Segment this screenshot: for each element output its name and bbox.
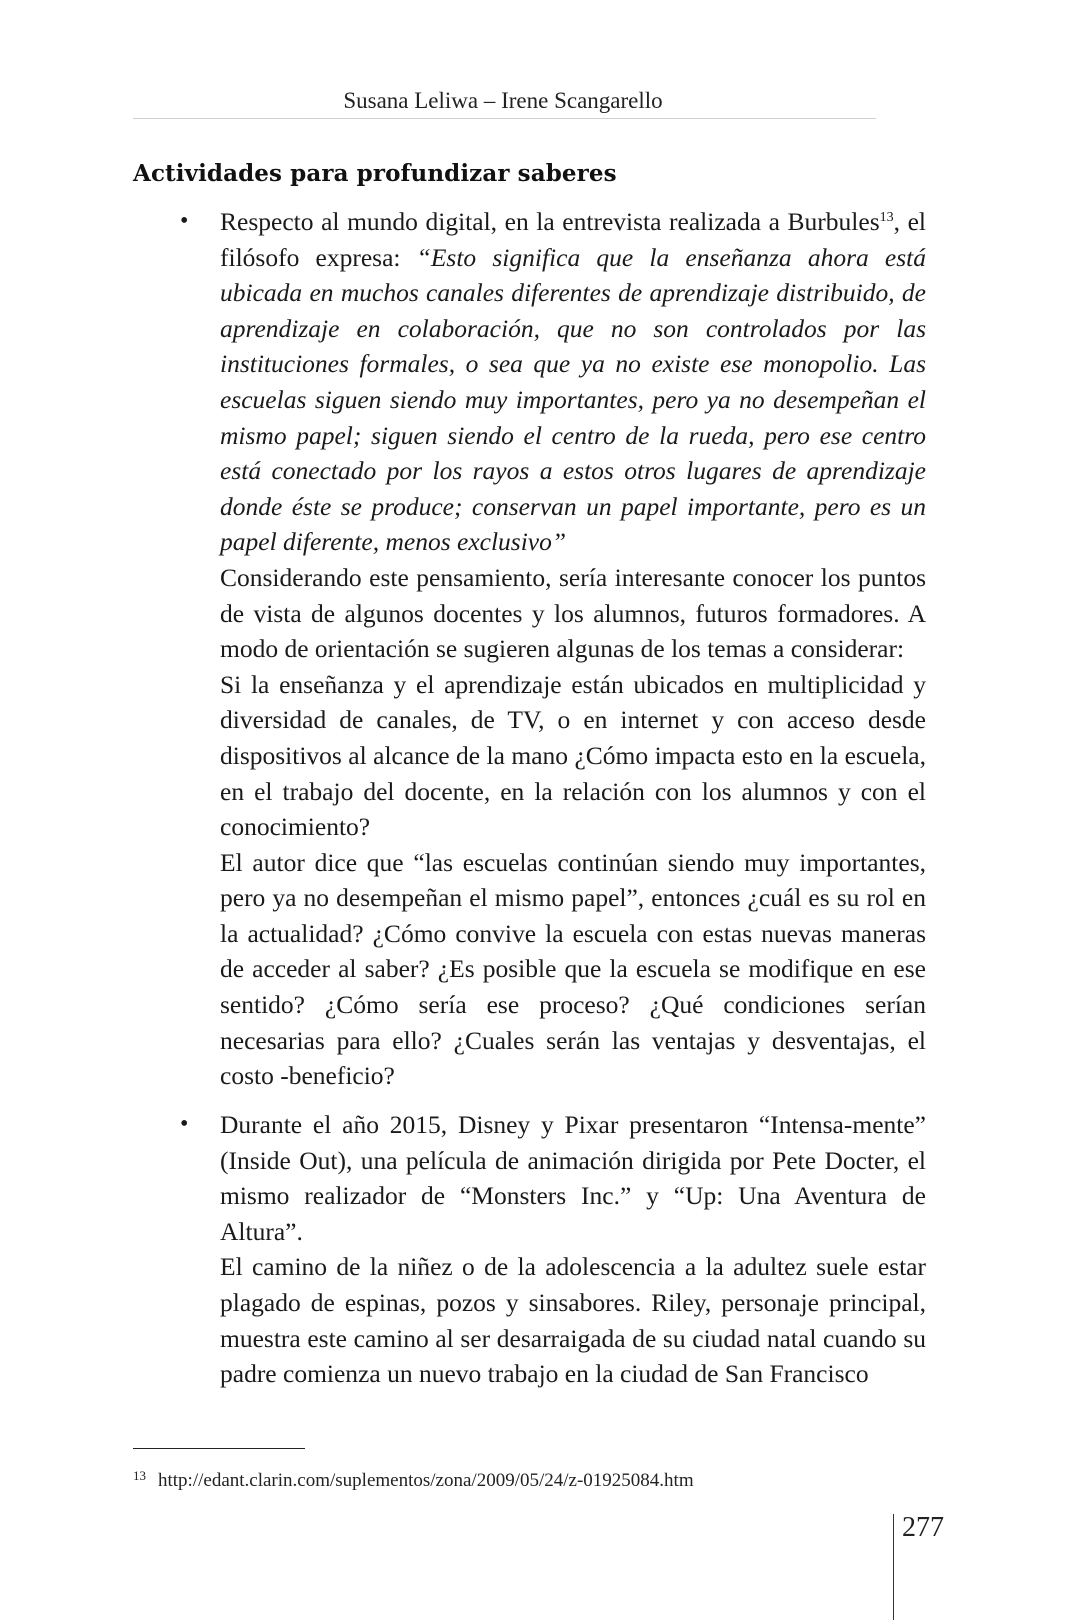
paragraph: El autor dice que “las escuelas continúan siendo muy importantes, pero ya no desempeñan el mismo papel”, entonces ¿cuál es su rol en la actualidad? ¿Cómo convive la escuela con estas nuevas maneras de acceder al saber? ¿Es posible que la escuela se modifique en ese sentido? ¿Cómo sería ese proceso? ¿Qué condiciones serían necesarias para ello? ¿Cuales serán las ventajas y desventajas, el costo -beneficio?: [220, 847, 926, 1091]
page-number-rule: [893, 1514, 894, 1620]
burbules-quote: “Esto significa que la enseñanza ahora está ubicada en muchos canales diferentes de aprendizaje distribuido, de aprendizaje en colaboración, que no son controlados por las instituciones formales, o sea que ya no existe ese monopolio. Las escuelas siguen siendo muy importantes, pero ya no desempeñan el mismo papel; siguen siendo el centro de la rueda, pero ese centro está conectado por los rayos a estos otros lugares de aprendizaje donde éste se produce; conservan un papel importante, pero es un papel diferente, menos exclusivo”: [220, 242, 927, 557]
bullet-body: [220, 204, 926, 1094]
footnote-rule: [133, 1448, 305, 1449]
intro-paragraph: [220, 204, 926, 560]
paragraph: El camino de la niñez o de la adolescencia a la adultez suele estar plagado de espinas, pozos y sinsabores. Riley, personaje principal, muestra este camino al ser desarraigada de su ciudad natal cuando su padre comienza un nuevo trabajo en la ciudad de San Francisco: [220, 1252, 926, 1389]
intro-text: Respecto al mundo digital, en la entrevista realizada a Burbules: [220, 207, 880, 236]
bullet-body: [220, 1107, 926, 1392]
running-head: Susana Leliwa – Irene Scangarello: [343, 88, 663, 113]
footnote-url[interactable]: http://edant.clarin.com/suplementos/zona/2009/05/24/z-01925084.htm: [158, 1470, 694, 1491]
intro-tail: , el filósofo expresa:: [220, 207, 927, 272]
footnote: [133, 1468, 893, 1492]
paragraph: Si la enseñanza y el aprendizaje están ubicados en multiplicidad y diversidad de canales, de TV, o en internet y con acceso desde dispositivos al alcance de la mano ¿Cómo impacta esto en la escuela, en el trabajo del docente, en la relación con los alumnos y con el conocimiento?: [220, 669, 926, 842]
bullet-marker: •: [180, 208, 189, 234]
footnote-reference[interactable]: 13: [879, 210, 894, 225]
page-number: 277: [902, 1512, 944, 1543]
paragraph: Considerando este pensamiento, sería interesante conocer los puntos de vista de algunos docentes y los alumnos, futuros formadores. A modo de orientación se sugieren algunas de los temas a considerar:: [220, 562, 926, 664]
bullet-marker: •: [180, 1111, 189, 1137]
header-rule: [133, 118, 876, 119]
paragraph: Durante el año 2015, Disney y Pixar presentaron “Intensa-mente” (Inside Out), una película de animación dirigida por Pete Docter, el mismo realizador de “Monsters Inc.” y “Up: Una Aventura de Altura”.: [220, 1110, 926, 1246]
footnote-number: 13: [133, 1468, 146, 1483]
section-title: Actividades para profundizar saberes: [133, 160, 617, 187]
